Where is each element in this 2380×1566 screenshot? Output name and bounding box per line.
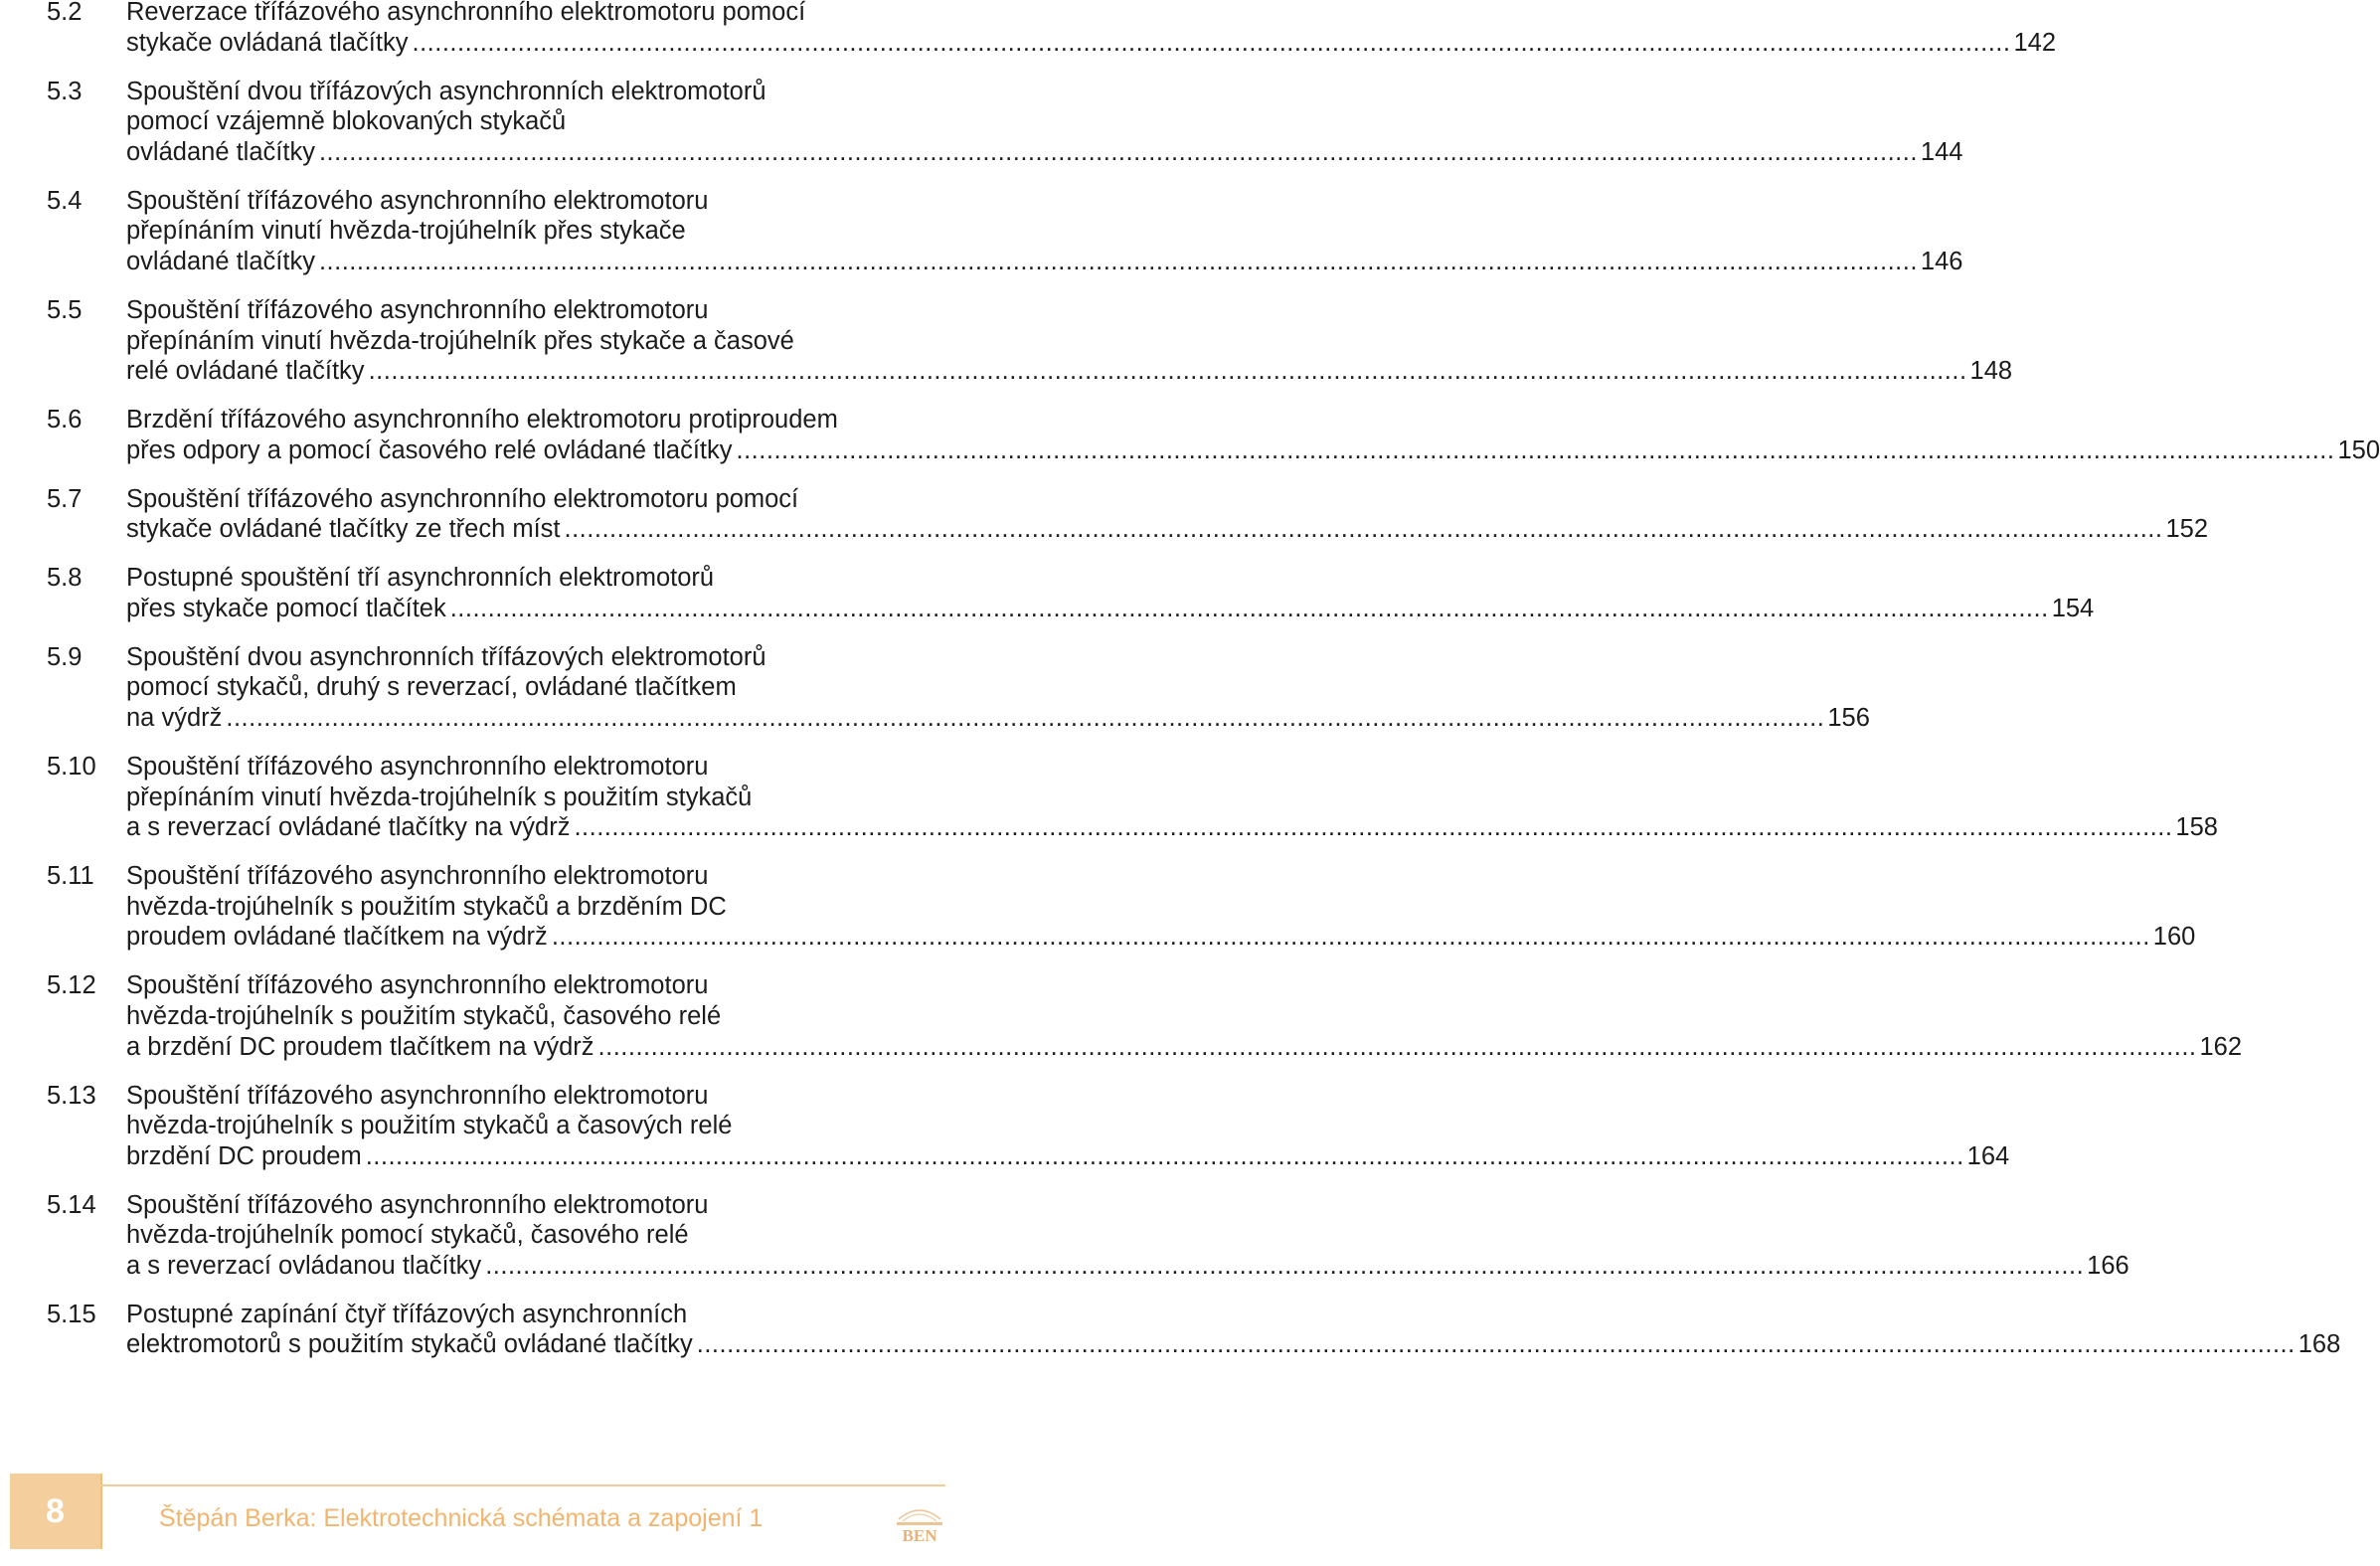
toc-title-line: Spouštění dvou asynchronních třífázových elektromotorů <box>126 642 766 671</box>
toc-title-last-line <box>126 356 2012 387</box>
toc-entry <box>47 1081 2010 1172</box>
toc-title-line: hvězda-trojúhelník pomocí stykačů, časového relé <box>126 1221 689 1250</box>
toc-title-line: relé ovládané tlačítky <box>126 357 365 386</box>
toc-title-line: Spouštění třífázového asynchronního elektromotoru <box>126 971 709 1000</box>
toc-title-line: Spouštění třífázového asynchronního elektromotoru <box>126 862 709 891</box>
toc-entry-number: 5.10 <box>47 753 96 781</box>
toc-entry-title <box>126 295 2012 387</box>
toc-title-line: přes stykače pomocí tlačítek <box>126 594 446 622</box>
toc-title-line: Brzdění třífázového asynchronního elektromotoru protiproudem <box>126 406 838 435</box>
toc-title-last-line <box>126 922 2195 953</box>
toc-entry-number: 5.11 <box>47 862 94 891</box>
toc-title-line: ovládané tlačítky <box>126 137 315 166</box>
dot-leader <box>319 137 1918 168</box>
dot-leader <box>369 356 1967 387</box>
toc-title-line: Spouštění dvou třífázových asynchronních elektromotorů <box>126 77 766 105</box>
toc-entry-number: 5.3 <box>47 77 83 105</box>
toc-title-line: Postupné zapínání čtyř třífázových asynchronních <box>126 1300 688 1328</box>
toc-title-line: proudem ovládané tlačítkem na výdrž <box>126 923 548 952</box>
toc-title-line: Spouštění třífázového asynchronního elektromotoru <box>126 295 709 324</box>
dot-leader <box>319 247 1918 277</box>
toc-entry-title <box>126 405 2380 465</box>
toc-title-line: brzdění DC proudem <box>126 1141 362 1170</box>
toc-title-line: a brzdění DC proudem tlačítkem na výdrž <box>126 1032 595 1061</box>
toc-entry <box>47 563 2095 623</box>
toc-entry-number: 5.13 <box>47 1081 96 1110</box>
toc-page-number: 168 <box>2297 1330 2341 1359</box>
toc-entry-title <box>126 752 2218 843</box>
footer-divider <box>100 1484 945 1486</box>
toc-title-line: a s reverzací ovládanou tlačítky <box>126 1251 482 1280</box>
toc-entry-number: 5.14 <box>47 1190 96 1219</box>
dot-leader <box>412 28 2010 59</box>
toc-page-number: 146 <box>1920 247 1963 275</box>
toc-title-line: Spouštění třífázového asynchronního elektromotoru <box>126 186 709 215</box>
toc-title-last-line <box>126 28 2056 59</box>
toc-title-line: stykače ovládané tlačítky ze třech míst <box>126 515 561 544</box>
toc-entry-number: 5.7 <box>47 484 83 513</box>
toc-title-line: hvězda-trojúhelník s použitím stykačů, časového relé <box>126 1001 722 1030</box>
toc-title-line: hvězda-trojúhelník s použitím stykačů a časových relé <box>126 1112 733 1140</box>
toc-title-last-line <box>126 812 2218 843</box>
toc-title-line: přepínáním vinutí hvězda-trojúhelník přes stykače <box>126 217 686 246</box>
toc-entry <box>47 642 1870 734</box>
page-number: 8 <box>10 1474 102 1549</box>
dot-leader <box>226 703 1824 734</box>
toc-entry-title <box>126 1300 2340 1360</box>
dot-leader <box>565 514 2163 545</box>
toc-page-number: 166 <box>2087 1251 2129 1280</box>
toc-title-last-line <box>126 594 2094 624</box>
toc-title-line: Spouštění třífázového asynchronního elektromotoru <box>126 1190 709 1219</box>
toc-entry-number: 5.9 <box>47 642 83 671</box>
toc-title-line: stykače ovládaná tlačítky <box>126 28 409 57</box>
toc-entry <box>47 77 1963 168</box>
toc-entry-number: 5.8 <box>47 564 83 593</box>
toc-page-number: 142 <box>2013 28 2056 57</box>
table-of-contents <box>47 0 2380 1378</box>
toc-entry-number: 5.6 <box>47 406 83 435</box>
toc-title-last-line <box>126 247 1962 277</box>
toc-page-number: 158 <box>2175 813 2218 842</box>
toc-entry <box>47 861 2196 953</box>
toc-title-last-line <box>126 137 1962 168</box>
toc-entry <box>47 186 1963 277</box>
toc-title-last-line <box>126 1032 2242 1063</box>
toc-title-last-line <box>126 1329 2340 1360</box>
toc-title-line: Postupné spouštění tří asynchronních elektromotorů <box>126 564 715 593</box>
toc-title-line: Spouštění třífázového asynchronního elektromotoru <box>126 753 709 781</box>
toc-entry-number: 5.15 <box>47 1300 96 1328</box>
toc-entry-title <box>126 186 1962 277</box>
toc-title-line: na výdrž <box>126 704 223 733</box>
toc-entry-title <box>126 642 1870 734</box>
toc-title-line: a s reverzací ovládané tlačítky na výdrž <box>126 813 571 842</box>
dot-leader <box>485 1251 2084 1282</box>
toc-page-number: 154 <box>2051 594 2095 622</box>
toc-entry <box>47 1300 2341 1360</box>
toc-entry <box>47 1190 2129 1282</box>
toc-page-number: 152 <box>2165 515 2209 544</box>
dot-leader <box>737 435 2335 466</box>
footer-book-title: Štěpán Berka: Elektrotechnická schémata a zapojení 1 <box>159 1504 764 1532</box>
publisher-logo-icon <box>893 1499 946 1545</box>
toc-entry-title <box>126 0 2056 58</box>
toc-title-line: hvězda-trojúhelník s použitím stykačů a brzděním DC <box>126 892 727 921</box>
toc-title-last-line <box>126 435 2380 466</box>
toc-page-number: 160 <box>2152 923 2196 952</box>
toc-entry-number: 5.2 <box>47 0 83 26</box>
toc-entry <box>47 0 2056 58</box>
toc-entry <box>47 484 2209 545</box>
toc-entry-number: 5.12 <box>47 971 96 1000</box>
toc-entry <box>47 970 2243 1062</box>
dot-leader <box>552 922 2150 953</box>
toc-title-line: Reverzace třífázového asynchronního elektromotoru pomocí <box>126 0 806 26</box>
dot-leader <box>450 594 2049 624</box>
toc-title-last-line <box>126 514 2208 545</box>
page-footer <box>0 1462 954 1566</box>
toc-title-last-line <box>126 1141 2009 1172</box>
toc-title-line: Spouštění třífázového asynchronního elektromotoru <box>126 1081 709 1110</box>
toc-page-number: 150 <box>2337 435 2380 464</box>
toc-title-last-line <box>126 703 1870 734</box>
toc-entry-title <box>126 1081 2009 1172</box>
dot-leader <box>697 1329 2295 1360</box>
toc-entry <box>47 405 2380 465</box>
toc-page-number: 148 <box>1969 357 2013 386</box>
dot-leader <box>366 1141 1964 1172</box>
toc-title-line: pomocí vzájemně blokovaných stykačů <box>126 107 567 136</box>
toc-entry-title <box>126 563 2094 623</box>
toc-entry-number: 5.4 <box>47 186 83 215</box>
toc-entry-title <box>126 970 2242 1062</box>
toc-entry <box>47 752 2218 843</box>
toc-entry-title <box>126 1190 2129 1282</box>
toc-page-number: 164 <box>1966 1141 2010 1170</box>
toc-page-number: 144 <box>1920 137 1963 166</box>
toc-title-last-line <box>126 1251 2129 1282</box>
toc-title-line: ovládané tlačítky <box>126 247 315 275</box>
dot-leader <box>598 1032 2197 1063</box>
toc-title-line: Spouštění třífázového asynchronního elektromotoru pomocí <box>126 484 799 513</box>
toc-entry-title <box>126 484 2208 545</box>
toc-entry-title <box>126 861 2195 953</box>
toc-page-number: 156 <box>1827 704 1870 733</box>
toc-title-line: přepínáním vinutí hvězda-trojúhelník s použitím stykačů <box>126 783 753 811</box>
toc-title-line: přes odpory a pomocí časového relé ovládané tlačítky <box>126 435 733 464</box>
toc-entry-number: 5.5 <box>47 295 83 324</box>
toc-page-number: 162 <box>2199 1032 2243 1061</box>
toc-entry <box>47 295 2013 387</box>
dot-leader <box>574 812 2172 843</box>
toc-title-line: přepínáním vinutí hvězda-trojúhelník přes stykače a časové <box>126 326 794 355</box>
logo-text: BEN <box>902 1526 937 1545</box>
toc-entry-title <box>126 77 1962 168</box>
toc-title-line: pomocí stykačů, druhý s reverzací, ovládané tlačítkem <box>126 673 737 702</box>
toc-title-line: elektromotorů s použitím stykačů ovládané tlačítky <box>126 1330 693 1359</box>
